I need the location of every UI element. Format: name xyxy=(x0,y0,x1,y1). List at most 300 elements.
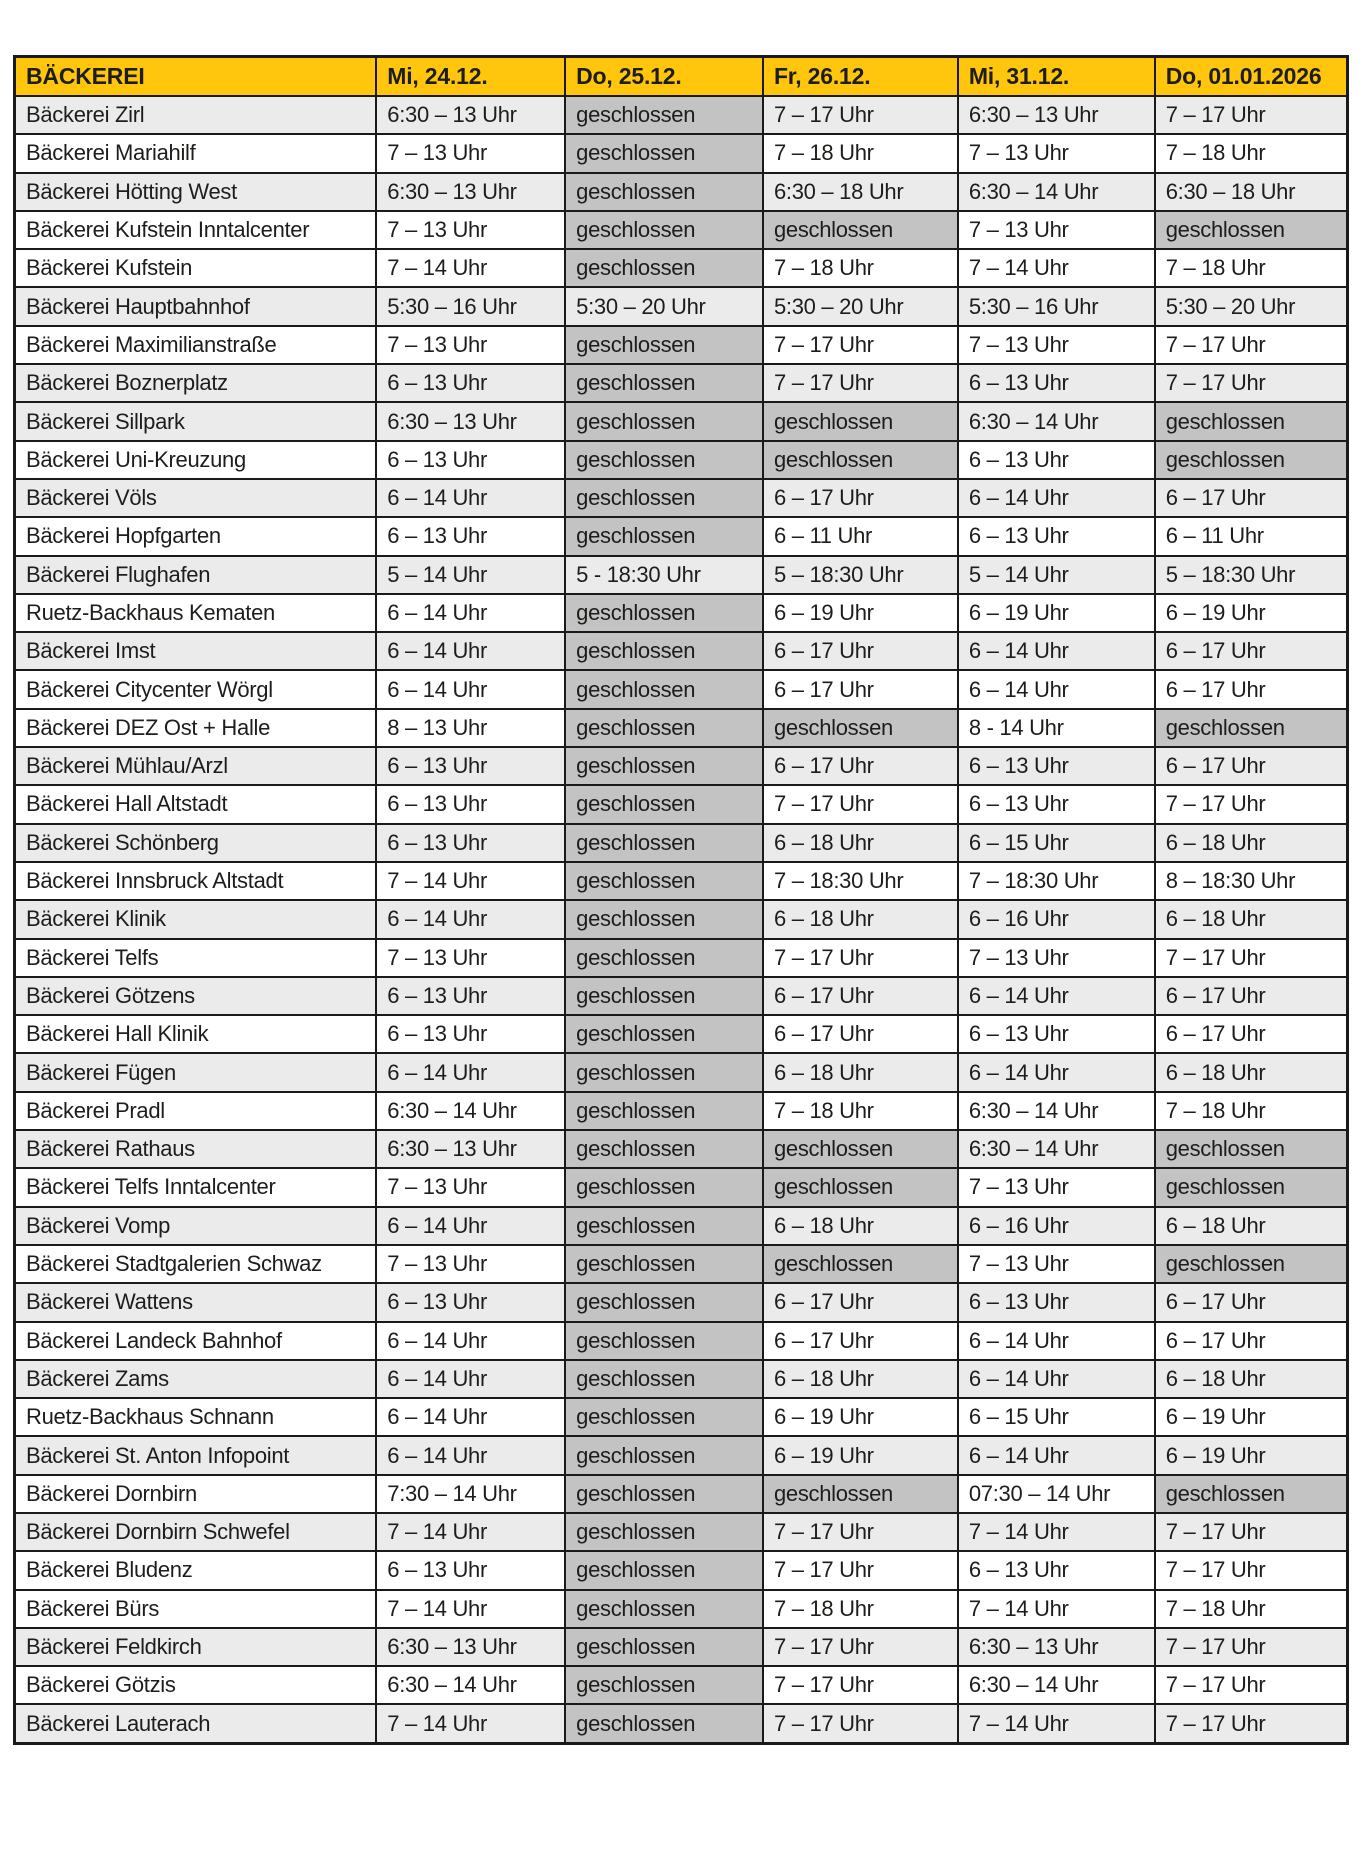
bakery-name-cell: Bäckerei Götzens xyxy=(15,977,377,1015)
table-row xyxy=(15,977,1348,1015)
hours-cell: 7 – 14 Uhr xyxy=(376,1513,565,1551)
table-row xyxy=(15,364,1348,402)
hours-cell: 6 – 15 Uhr xyxy=(958,1398,1155,1436)
header-date-4: Mi, 31.12. xyxy=(958,57,1155,97)
hours-cell: 6:30 – 13 Uhr xyxy=(376,1130,565,1168)
header-date-3: Fr, 26.12. xyxy=(763,57,958,97)
table-row xyxy=(15,785,1348,823)
hours-cell: 6 – 11 Uhr xyxy=(1155,517,1348,555)
header-date-2: Do, 25.12. xyxy=(565,57,763,97)
closed-cell: geschlossen xyxy=(565,1360,763,1398)
hours-cell: 6 – 14 Uhr xyxy=(376,1398,565,1436)
bakery-name-cell: Bäckerei Kufstein xyxy=(15,249,377,287)
hours-cell: 6 – 13 Uhr xyxy=(376,977,565,1015)
closed-cell: geschlossen xyxy=(565,249,763,287)
closed-cell: geschlossen xyxy=(565,939,763,977)
hours-cell: 6 – 17 Uhr xyxy=(763,1015,958,1053)
hours-cell: 8 – 13 Uhr xyxy=(376,709,565,747)
hours-cell: 6 – 17 Uhr xyxy=(763,670,958,708)
hours-cell: 6 – 13 Uhr xyxy=(376,364,565,402)
hours-cell: 6 – 18 Uhr xyxy=(763,824,958,862)
closed-cell: geschlossen xyxy=(565,977,763,1015)
hours-cell: 7 – 18 Uhr xyxy=(763,249,958,287)
hours-cell: 7 – 17 Uhr xyxy=(763,326,958,364)
hours-cell: 6 – 13 Uhr xyxy=(376,747,565,785)
hours-cell: 6 – 14 Uhr xyxy=(958,1360,1155,1398)
bakery-name-cell: Bäckerei Schönberg xyxy=(15,824,377,862)
hours-cell: 7 – 18 Uhr xyxy=(763,134,958,172)
closed-cell: geschlossen xyxy=(565,1436,763,1474)
table-body xyxy=(15,96,1348,1743)
closed-cell: geschlossen xyxy=(1155,441,1348,479)
closed-cell: geschlossen xyxy=(565,1168,763,1206)
hours-cell: 7 – 17 Uhr xyxy=(1155,326,1348,364)
closed-cell: geschlossen xyxy=(565,1475,763,1513)
hours-cell: 7 – 17 Uhr xyxy=(1155,1704,1348,1743)
bakery-name-cell: Bäckerei St. Anton Infopoint xyxy=(15,1436,377,1474)
hours-cell: 7 – 18 Uhr xyxy=(1155,1092,1348,1130)
table-row xyxy=(15,1015,1348,1053)
closed-cell: geschlossen xyxy=(565,1207,763,1245)
table-row xyxy=(15,747,1348,785)
closed-cell: geschlossen xyxy=(763,402,958,440)
hours-cell: 6 – 17 Uhr xyxy=(1155,479,1348,517)
bakery-name-cell: Bäckerei Hauptbahnhof xyxy=(15,287,377,325)
table-row xyxy=(15,824,1348,862)
bakery-name-cell: Bäckerei Klinik xyxy=(15,900,377,938)
bakery-name-cell: Bäckerei Feldkirch xyxy=(15,1628,377,1666)
hours-cell: 6 – 14 Uhr xyxy=(376,1360,565,1398)
hours-cell: 6:30 – 18 Uhr xyxy=(1155,173,1348,211)
closed-cell: geschlossen xyxy=(565,1130,763,1168)
bakery-name-cell: Bäckerei Hopfgarten xyxy=(15,517,377,555)
bakery-name-cell: Bäckerei Vomp xyxy=(15,1207,377,1245)
hours-cell: 6:30 – 14 Uhr xyxy=(376,1666,565,1704)
bakery-name-cell: Bäckerei Dornbirn Schwefel xyxy=(15,1513,377,1551)
closed-cell: geschlossen xyxy=(763,1130,958,1168)
hours-cell: 6 – 13 Uhr xyxy=(958,364,1155,402)
hours-cell: 7 – 17 Uhr xyxy=(1155,1513,1348,1551)
hours-cell: 5 – 14 Uhr xyxy=(376,556,565,594)
closed-cell: geschlossen xyxy=(565,1053,763,1091)
bakery-name-cell: Bäckerei Mühlau/Arzl xyxy=(15,747,377,785)
hours-cell: 6 – 17 Uhr xyxy=(1155,632,1348,670)
hours-cell: 6 – 15 Uhr xyxy=(958,824,1155,862)
hours-cell: 7 – 18 Uhr xyxy=(763,1092,958,1130)
hours-cell: 6 – 14 Uhr xyxy=(376,632,565,670)
closed-cell: geschlossen xyxy=(565,670,763,708)
hours-cell: 7 – 17 Uhr xyxy=(763,96,958,134)
closed-cell: geschlossen xyxy=(565,594,763,632)
hours-cell: 6 – 14 Uhr xyxy=(376,594,565,632)
closed-cell: geschlossen xyxy=(565,1283,763,1321)
bakery-name-cell: Ruetz-Backhaus Schnann xyxy=(15,1398,377,1436)
hours-cell: 6 – 19 Uhr xyxy=(1155,1436,1348,1474)
bakery-name-cell: Bäckerei Maximilianstraße xyxy=(15,326,377,364)
closed-cell: geschlossen xyxy=(763,441,958,479)
closed-cell: geschlossen xyxy=(565,1092,763,1130)
bakery-name-cell: Bäckerei Fügen xyxy=(15,1053,377,1091)
hours-cell: 7 – 13 Uhr xyxy=(376,326,565,364)
hours-cell: 6 – 19 Uhr xyxy=(958,594,1155,632)
hours-cell: 6:30 – 14 Uhr xyxy=(958,1130,1155,1168)
closed-cell: geschlossen xyxy=(565,479,763,517)
hours-cell: 6 – 13 Uhr xyxy=(958,517,1155,555)
hours-cell: 7 – 13 Uhr xyxy=(958,326,1155,364)
hours-cell: 6 – 14 Uhr xyxy=(376,670,565,708)
hours-cell: 6 – 13 Uhr xyxy=(958,1551,1155,1589)
hours-cell: 6 – 19 Uhr xyxy=(763,1398,958,1436)
closed-cell: geschlossen xyxy=(1155,1168,1348,1206)
hours-cell: 6 – 17 Uhr xyxy=(763,747,958,785)
hours-cell: 6 – 19 Uhr xyxy=(763,1436,958,1474)
hours-cell: 7 – 13 Uhr xyxy=(958,1245,1155,1283)
hours-cell: 7 – 17 Uhr xyxy=(1155,939,1348,977)
closed-cell: geschlossen xyxy=(565,402,763,440)
closed-cell: geschlossen xyxy=(565,173,763,211)
table-row xyxy=(15,1283,1348,1321)
table-row xyxy=(15,441,1348,479)
bakery-name-cell: Bäckerei Bürs xyxy=(15,1590,377,1628)
closed-cell: geschlossen xyxy=(565,364,763,402)
closed-cell: geschlossen xyxy=(565,1590,763,1628)
hours-cell: 6:30 – 13 Uhr xyxy=(376,96,565,134)
hours-cell: 7 – 17 Uhr xyxy=(1155,1551,1348,1589)
closed-cell: geschlossen xyxy=(565,326,763,364)
bakery-name-cell: Bäckerei Sillpark xyxy=(15,402,377,440)
bakery-name-cell: Bäckerei Imst xyxy=(15,632,377,670)
hours-cell: 6:30 – 13 Uhr xyxy=(376,402,565,440)
closed-cell: geschlossen xyxy=(565,709,763,747)
hours-cell: 6 – 16 Uhr xyxy=(958,1207,1155,1245)
hours-cell: 6 – 17 Uhr xyxy=(763,1322,958,1360)
table-row xyxy=(15,479,1348,517)
bakery-name-cell: Bäckerei Uni-Kreuzung xyxy=(15,441,377,479)
hours-cell: 6 – 18 Uhr xyxy=(763,1360,958,1398)
closed-cell: geschlossen xyxy=(565,1666,763,1704)
hours-cell: 7 – 17 Uhr xyxy=(1155,785,1348,823)
hours-cell: 7 – 18 Uhr xyxy=(1155,1590,1348,1628)
hours-cell: 6:30 – 13 Uhr xyxy=(958,96,1155,134)
table-row xyxy=(15,939,1348,977)
table-row xyxy=(15,1360,1348,1398)
hours-cell: 6:30 – 14 Uhr xyxy=(958,402,1155,440)
hours-cell: 7 – 13 Uhr xyxy=(958,211,1155,249)
bakery-name-cell: Ruetz-Backhaus Kematen xyxy=(15,594,377,632)
hours-cell: 7 – 14 Uhr xyxy=(958,1590,1155,1628)
bakery-name-cell: Bäckerei Wattens xyxy=(15,1283,377,1321)
table-row xyxy=(15,1130,1348,1168)
hours-cell: 6 – 14 Uhr xyxy=(376,900,565,938)
table-row xyxy=(15,1551,1348,1589)
hours-cell: 7 – 17 Uhr xyxy=(1155,96,1348,134)
bakery-name-cell: Bäckerei Telfs xyxy=(15,939,377,977)
hours-cell: 6 – 13 Uhr xyxy=(958,1283,1155,1321)
hours-cell: 5:30 – 20 Uhr xyxy=(565,287,763,325)
bakery-name-cell: Bäckerei Lauterach xyxy=(15,1704,377,1743)
hours-cell: 6 – 14 Uhr xyxy=(376,479,565,517)
hours-cell: 7 – 14 Uhr xyxy=(376,862,565,900)
table-row xyxy=(15,1590,1348,1628)
closed-cell: geschlossen xyxy=(565,1398,763,1436)
hours-cell: 6 – 18 Uhr xyxy=(763,1207,958,1245)
table-row xyxy=(15,1398,1348,1436)
hours-cell: 5:30 – 16 Uhr xyxy=(958,287,1155,325)
bakery-name-cell: Bäckerei Rathaus xyxy=(15,1130,377,1168)
hours-cell: 6:30 – 13 Uhr xyxy=(958,1628,1155,1666)
hours-cell: 7 – 13 Uhr xyxy=(958,134,1155,172)
hours-cell: 6 – 13 Uhr xyxy=(958,785,1155,823)
hours-cell: 6:30 – 14 Uhr xyxy=(958,1666,1155,1704)
hours-cell: 7:30 – 14 Uhr xyxy=(376,1475,565,1513)
table-row xyxy=(15,632,1348,670)
hours-cell: 6 – 14 Uhr xyxy=(958,1436,1155,1474)
hours-cell: 7 – 17 Uhr xyxy=(1155,364,1348,402)
hours-cell: 6 – 17 Uhr xyxy=(763,1283,958,1321)
table-row xyxy=(15,173,1348,211)
hours-cell: 6 – 17 Uhr xyxy=(763,977,958,1015)
bakery-name-cell: Bäckerei Zirl xyxy=(15,96,377,134)
table-row xyxy=(15,402,1348,440)
hours-cell: 5:30 – 20 Uhr xyxy=(763,287,958,325)
bakery-name-cell: Bäckerei Hall Klinik xyxy=(15,1015,377,1053)
hours-cell: 5 – 18:30 Uhr xyxy=(763,556,958,594)
header-bakery: BÄCKEREI xyxy=(15,57,377,97)
hours-cell: 6 – 13 Uhr xyxy=(376,517,565,555)
hours-cell: 6:30 – 13 Uhr xyxy=(376,1628,565,1666)
hours-cell: 7 – 18:30 Uhr xyxy=(958,862,1155,900)
closed-cell: geschlossen xyxy=(1155,709,1348,747)
bakery-name-cell: Bäckerei Boznerplatz xyxy=(15,364,377,402)
closed-cell: geschlossen xyxy=(1155,402,1348,440)
hours-cell: 7 – 14 Uhr xyxy=(376,1590,565,1628)
hours-cell: 6 – 19 Uhr xyxy=(1155,1398,1348,1436)
hours-cell: 6:30 – 13 Uhr xyxy=(376,173,565,211)
hours-cell: 7 – 17 Uhr xyxy=(763,1666,958,1704)
hours-cell: 7 – 13 Uhr xyxy=(376,211,565,249)
hours-cell: 7 – 17 Uhr xyxy=(1155,1628,1348,1666)
closed-cell: geschlossen xyxy=(565,900,763,938)
hours-cell: 7 – 17 Uhr xyxy=(763,939,958,977)
hours-cell: 6 – 13 Uhr xyxy=(376,1283,565,1321)
table-row xyxy=(15,1053,1348,1091)
hours-cell: 6 – 14 Uhr xyxy=(958,977,1155,1015)
table-row xyxy=(15,1322,1348,1360)
bakery-name-cell: Bäckerei DEZ Ost + Halle xyxy=(15,709,377,747)
hours-cell: 7 – 13 Uhr xyxy=(376,1245,565,1283)
opening-hours-table xyxy=(13,55,1349,1745)
hours-cell: 6 – 14 Uhr xyxy=(958,1322,1155,1360)
closed-cell: geschlossen xyxy=(565,211,763,249)
closed-cell: geschlossen xyxy=(565,862,763,900)
bakery-name-cell: Bäckerei Pradl xyxy=(15,1092,377,1130)
hours-cell: 6:30 – 14 Uhr xyxy=(376,1092,565,1130)
hours-cell: 6 – 17 Uhr xyxy=(763,479,958,517)
table-row xyxy=(15,1092,1348,1130)
closed-cell: geschlossen xyxy=(1155,1475,1348,1513)
closed-cell: geschlossen xyxy=(763,211,958,249)
hours-cell: 7 – 17 Uhr xyxy=(1155,1666,1348,1704)
hours-cell: 7 – 17 Uhr xyxy=(763,785,958,823)
hours-cell: 6 – 13 Uhr xyxy=(376,785,565,823)
closed-cell: geschlossen xyxy=(763,709,958,747)
hours-cell: 6 – 13 Uhr xyxy=(958,1015,1155,1053)
closed-cell: geschlossen xyxy=(565,1245,763,1283)
hours-cell: 6 – 13 Uhr xyxy=(376,441,565,479)
hours-cell: 6 – 17 Uhr xyxy=(1155,1015,1348,1053)
hours-cell: 7 – 14 Uhr xyxy=(958,1513,1155,1551)
hours-cell: 6:30 – 14 Uhr xyxy=(958,1092,1155,1130)
table-row xyxy=(15,517,1348,555)
closed-cell: geschlossen xyxy=(565,517,763,555)
hours-cell: 7 – 14 Uhr xyxy=(958,1704,1155,1743)
bakery-name-cell: Bäckerei Kufstein Inntalcenter xyxy=(15,211,377,249)
hours-cell: 6 – 11 Uhr xyxy=(763,517,958,555)
hours-cell: 6 – 14 Uhr xyxy=(376,1207,565,1245)
closed-cell: geschlossen xyxy=(1155,211,1348,249)
hours-cell: 7 – 18 Uhr xyxy=(763,1590,958,1628)
table-row xyxy=(15,1168,1348,1206)
hours-cell: 6 – 13 Uhr xyxy=(376,824,565,862)
closed-cell: geschlossen xyxy=(565,824,763,862)
bakery-name-cell: Bäckerei Stadtgalerien Schwaz xyxy=(15,1245,377,1283)
hours-cell: 6 – 17 Uhr xyxy=(1155,1283,1348,1321)
closed-cell: geschlossen xyxy=(565,632,763,670)
hours-cell: 6 – 13 Uhr xyxy=(376,1015,565,1053)
bakery-name-cell: Bäckerei Völs xyxy=(15,479,377,517)
closed-cell: geschlossen xyxy=(1155,1245,1348,1283)
hours-cell: 7 – 18 Uhr xyxy=(1155,249,1348,287)
hours-cell: 6 – 14 Uhr xyxy=(376,1322,565,1360)
hours-cell: 7 – 13 Uhr xyxy=(376,134,565,172)
hours-cell: 7 – 17 Uhr xyxy=(763,1551,958,1589)
table-row xyxy=(15,709,1348,747)
hours-cell: 6 – 18 Uhr xyxy=(763,1053,958,1091)
hours-cell: 6 – 17 Uhr xyxy=(1155,747,1348,785)
hours-cell: 7 – 17 Uhr xyxy=(763,1704,958,1743)
closed-cell: geschlossen xyxy=(565,441,763,479)
bakery-name-cell: Bäckerei Bludenz xyxy=(15,1551,377,1589)
table-row xyxy=(15,1666,1348,1704)
bakery-name-cell: Bäckerei Landeck Bahnhof xyxy=(15,1322,377,1360)
hours-cell: 6 – 19 Uhr xyxy=(763,594,958,632)
hours-cell: 7 – 18:30 Uhr xyxy=(763,862,958,900)
bakery-name-cell: Bäckerei Innsbruck Altstadt xyxy=(15,862,377,900)
table-row xyxy=(15,287,1348,325)
closed-cell: geschlossen xyxy=(763,1245,958,1283)
hours-cell: 7 – 14 Uhr xyxy=(958,249,1155,287)
table-row xyxy=(15,862,1348,900)
table-row xyxy=(15,1245,1348,1283)
table-row xyxy=(15,594,1348,632)
table-row xyxy=(15,1436,1348,1474)
table-row xyxy=(15,326,1348,364)
hours-cell: 7 – 13 Uhr xyxy=(376,1168,565,1206)
hours-cell: 6 – 16 Uhr xyxy=(958,900,1155,938)
hours-cell: 6 – 17 Uhr xyxy=(1155,670,1348,708)
table-row xyxy=(15,670,1348,708)
hours-cell: 6 – 18 Uhr xyxy=(1155,1207,1348,1245)
table-row xyxy=(15,96,1348,134)
hours-cell: 6 – 14 Uhr xyxy=(958,670,1155,708)
hours-cell: 6 – 13 Uhr xyxy=(958,747,1155,785)
hours-cell: 6 – 13 Uhr xyxy=(958,441,1155,479)
hours-cell: 7 – 13 Uhr xyxy=(376,939,565,977)
closed-cell: geschlossen xyxy=(565,747,763,785)
hours-cell: 7 – 17 Uhr xyxy=(763,1628,958,1666)
bakery-name-cell: Bäckerei Citycenter Wörgl xyxy=(15,670,377,708)
table-row xyxy=(15,1704,1348,1743)
hours-cell: 6 – 14 Uhr xyxy=(958,632,1155,670)
hours-cell: 6:30 – 18 Uhr xyxy=(763,173,958,211)
header-row xyxy=(15,57,1348,97)
table-row xyxy=(15,1513,1348,1551)
hours-cell: 6 – 14 Uhr xyxy=(958,479,1155,517)
table-row xyxy=(15,900,1348,938)
closed-cell: geschlossen xyxy=(763,1475,958,1513)
closed-cell: geschlossen xyxy=(565,1551,763,1589)
table-row xyxy=(15,134,1348,172)
hours-cell: 5 – 18:30 Uhr xyxy=(1155,556,1348,594)
closed-cell: geschlossen xyxy=(763,1168,958,1206)
hours-cell: 6 – 18 Uhr xyxy=(1155,900,1348,938)
hours-cell: 7 – 13 Uhr xyxy=(958,1168,1155,1206)
hours-cell: 6 – 14 Uhr xyxy=(376,1436,565,1474)
hours-cell: 5:30 – 16 Uhr xyxy=(376,287,565,325)
header-date-5: Do, 01.01.2026 xyxy=(1155,57,1348,97)
closed-cell: geschlossen xyxy=(565,1015,763,1053)
table-row xyxy=(15,556,1348,594)
hours-cell: 6 – 18 Uhr xyxy=(1155,824,1348,862)
hours-cell: 6 – 19 Uhr xyxy=(1155,594,1348,632)
hours-cell: 5:30 – 20 Uhr xyxy=(1155,287,1348,325)
hours-cell: 7 – 18 Uhr xyxy=(1155,134,1348,172)
closed-cell: geschlossen xyxy=(565,785,763,823)
hours-cell: 07:30 – 14 Uhr xyxy=(958,1475,1155,1513)
table-row xyxy=(15,1628,1348,1666)
table-row xyxy=(15,249,1348,287)
hours-cell: 7 – 13 Uhr xyxy=(958,939,1155,977)
hours-cell: 6 – 17 Uhr xyxy=(763,632,958,670)
bakery-name-cell: Bäckerei Mariahilf xyxy=(15,134,377,172)
bakery-name-cell: Bäckerei Hötting West xyxy=(15,173,377,211)
header-date-1: Mi, 24.12. xyxy=(376,57,565,97)
hours-cell: 6 – 14 Uhr xyxy=(958,1053,1155,1091)
table-row xyxy=(15,1207,1348,1245)
bakery-name-cell: Bäckerei Telfs Inntalcenter xyxy=(15,1168,377,1206)
bakery-name-cell: Bäckerei Dornbirn xyxy=(15,1475,377,1513)
closed-cell: geschlossen xyxy=(565,134,763,172)
hours-cell: 6 – 18 Uhr xyxy=(1155,1360,1348,1398)
closed-cell: geschlossen xyxy=(565,1322,763,1360)
bakery-name-cell: Bäckerei Götzis xyxy=(15,1666,377,1704)
closed-cell: geschlossen xyxy=(565,1628,763,1666)
hours-cell: 6:30 – 14 Uhr xyxy=(958,173,1155,211)
hours-cell: 6 – 18 Uhr xyxy=(1155,1053,1348,1091)
hours-cell: 7 – 17 Uhr xyxy=(763,364,958,402)
hours-cell: 6 – 18 Uhr xyxy=(763,900,958,938)
closed-cell: geschlossen xyxy=(1155,1130,1348,1168)
hours-cell: 6 – 17 Uhr xyxy=(1155,977,1348,1015)
hours-cell: 8 – 18:30 Uhr xyxy=(1155,862,1348,900)
bakery-name-cell: Bäckerei Zams xyxy=(15,1360,377,1398)
hours-cell: 6 – 17 Uhr xyxy=(1155,1322,1348,1360)
hours-cell: 6 – 13 Uhr xyxy=(376,1551,565,1589)
hours-cell: 5 – 14 Uhr xyxy=(958,556,1155,594)
table-row xyxy=(15,1475,1348,1513)
bakery-name-cell: Bäckerei Hall Altstadt xyxy=(15,785,377,823)
hours-cell: 7 – 14 Uhr xyxy=(376,1704,565,1743)
